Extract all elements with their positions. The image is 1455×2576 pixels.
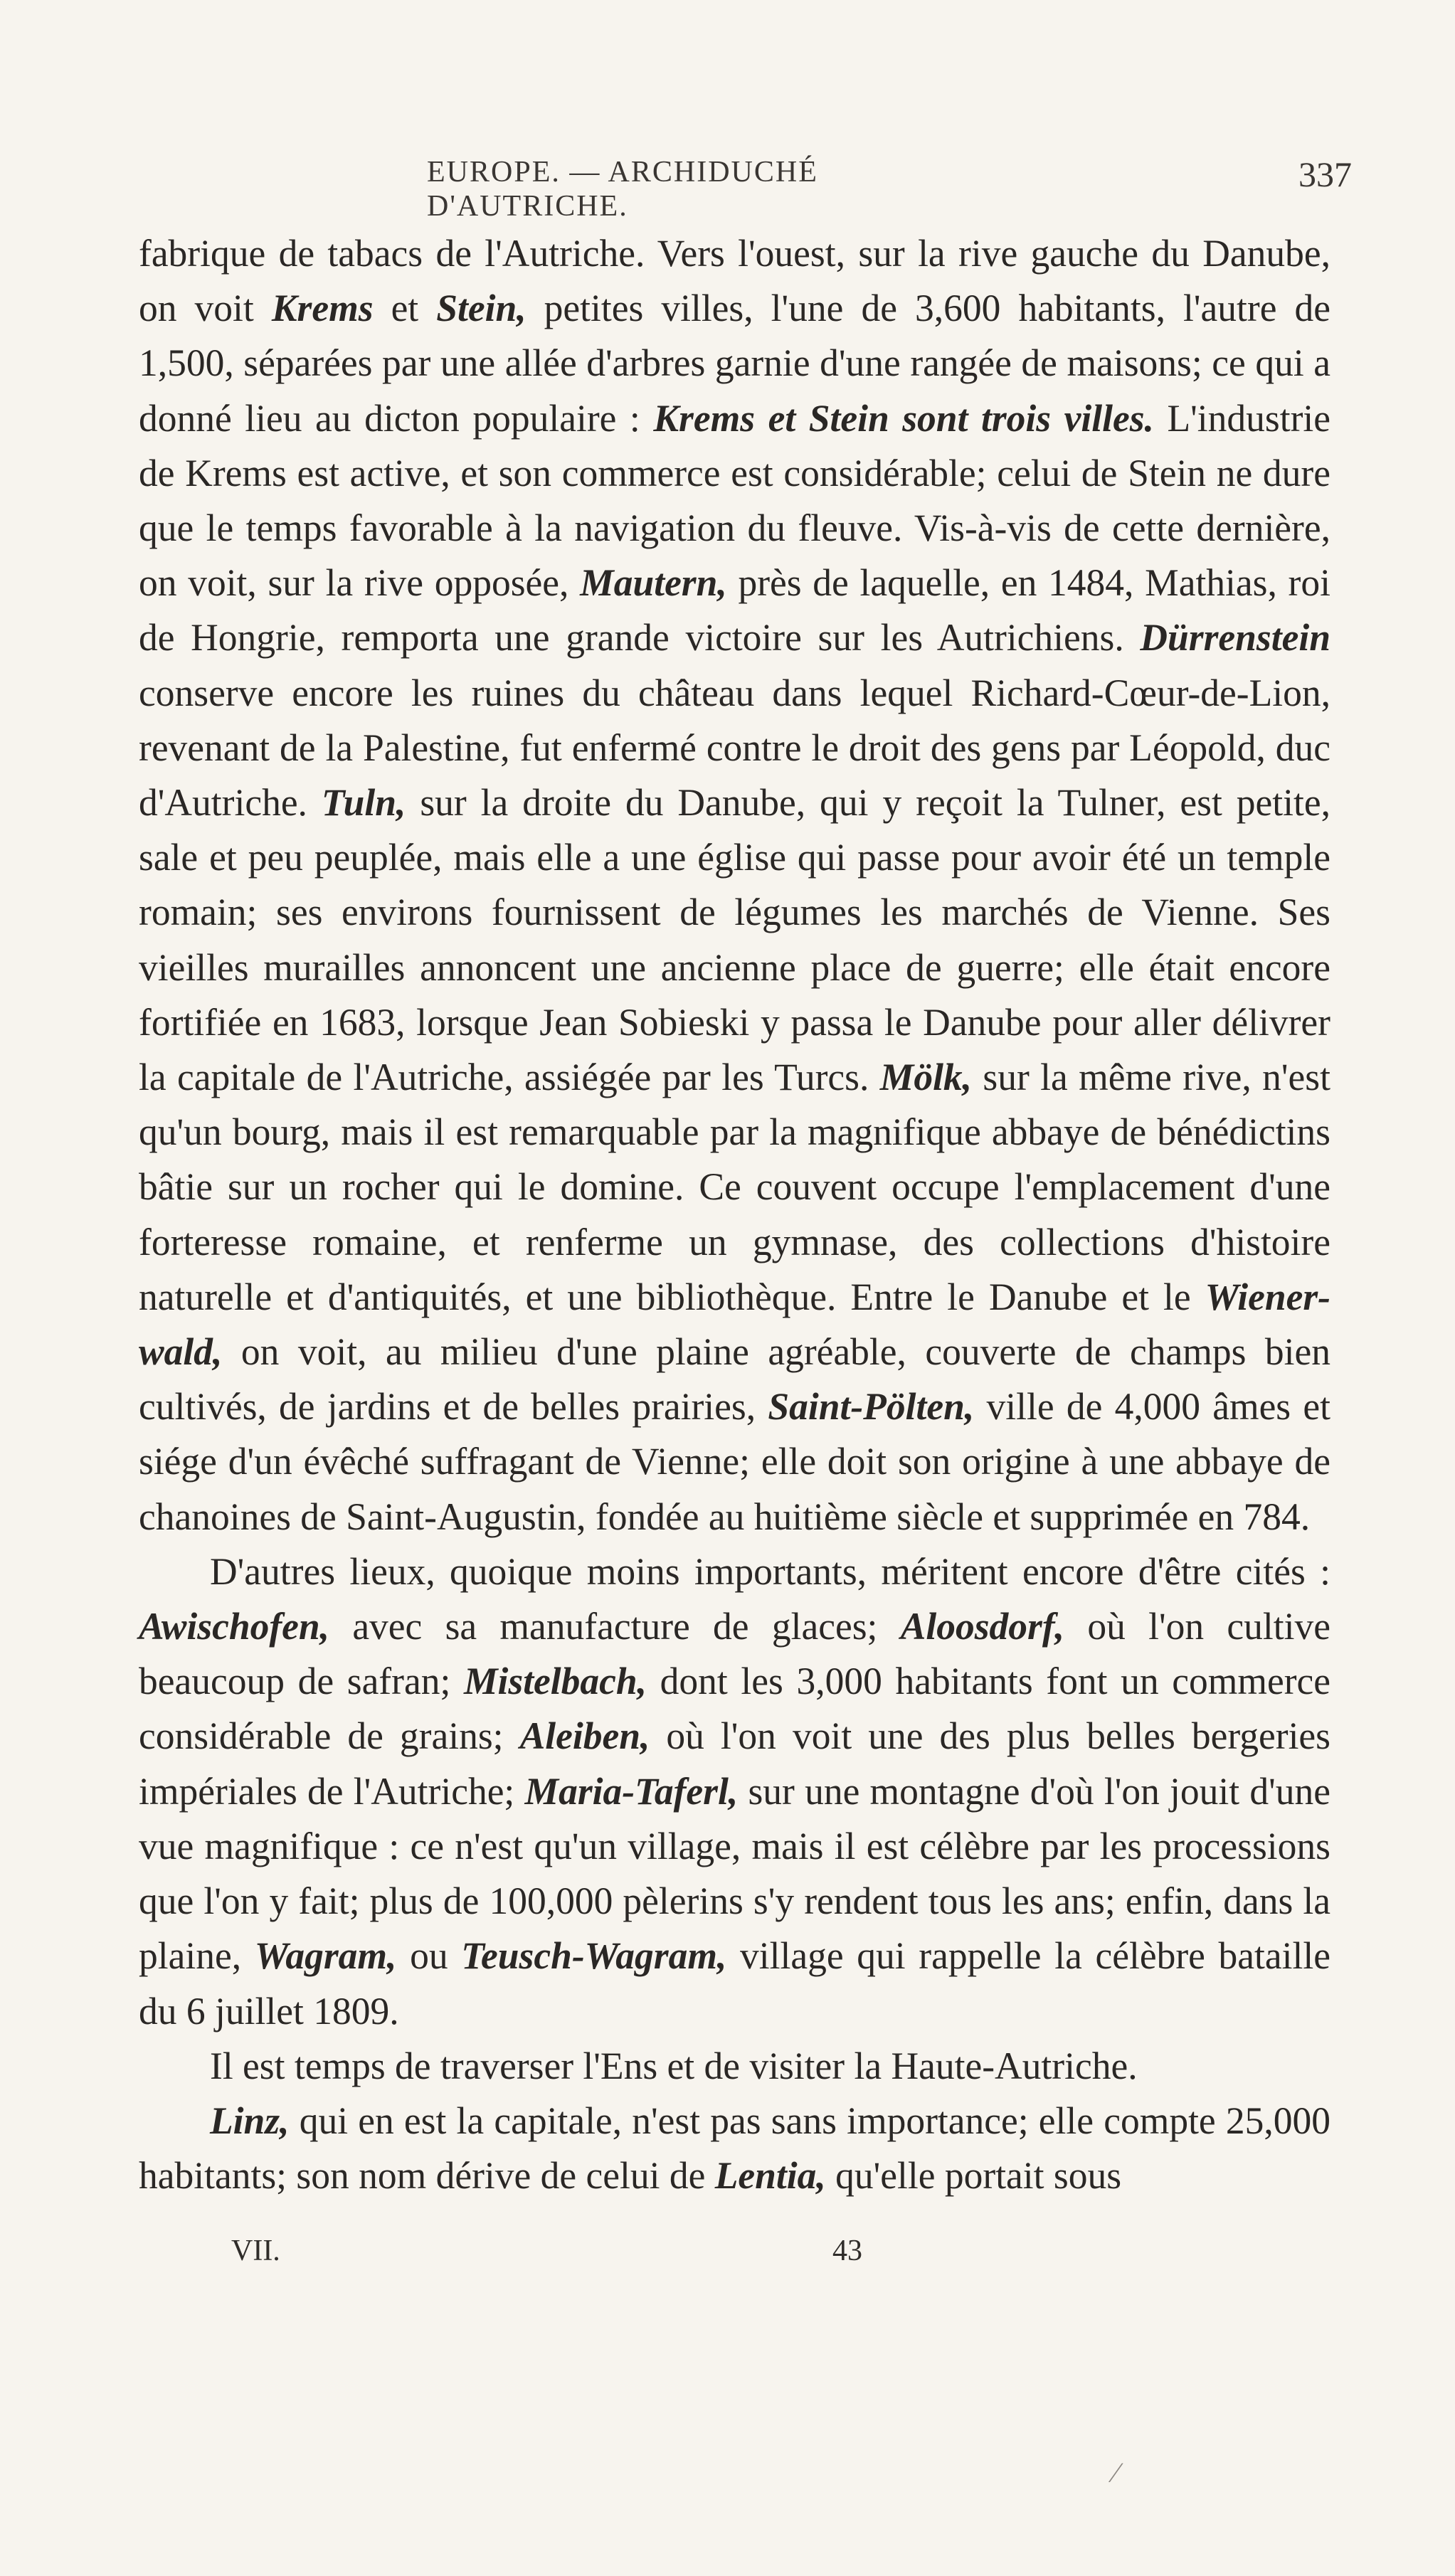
paragraph-autres-lieux: D'autres lieux, quoique moins importants, méritent encore d'être cités : Awischofen, avec sa manufacture de glaces; Aloosdorf, où l'on cultive beaucoup de safran; Mistelbach, dont les 3,000 habitants font un commerce considérable de grains; Aleiben, où l'on voit une des plus belles bergeries impériales de l'Autriche; Maria-Taferl, sur une montagne d'où l'on jouit d'une vue magnifique : ce n'est qu'un village, mais il est célèbre par les processions que l'on y fait; plus de 100,000 pèlerins s'y rendent tous les ans; enfin, dans la plaine, Wagram, ou Teusch-Wagram, village qui rappelle la célèbre bataille du 6 juillet 1809. <box>139 1549 1330 2032</box>
place-name: Aleiben, <box>519 1714 650 1758</box>
volume-number: VII. <box>231 2235 280 2267</box>
signature-mark: 43 <box>832 2235 862 2267</box>
place-name: Maria-Taferl, <box>524 1769 739 1813</box>
stray-mark: ⁄ <box>1113 2456 1118 2488</box>
place-name: Saint-Pölten, <box>768 1385 975 1429</box>
place-name: Mautern, <box>580 561 727 605</box>
place-name: Krems <box>271 287 374 330</box>
place-name: Awischofen, <box>139 1605 330 1648</box>
place-name: Teusch-Wagram, <box>461 1934 727 1978</box>
place-name: Wagram, <box>254 1934 397 1978</box>
place-name: Linz, <box>210 2099 290 2142</box>
place-name: Tuln, <box>321 781 406 825</box>
place-name: Stein, <box>436 287 527 330</box>
paragraph-haute-autriche: Il est temps de traverser l'Ens et de visiter la Haute-Autriche. <box>210 2044 1138 2087</box>
body-text <box>139 226 1330 2203</box>
place-name: Dürrenstein <box>1140 616 1330 659</box>
page-footer <box>0 2234 1455 2276</box>
page-number: 337 <box>1298 154 1352 194</box>
place-name: Lentia, <box>714 2154 826 2198</box>
paragraph-krems: fabrique de tabacs de l'Autriche. Vers l'ouest, sur la rive gauche du Danube, on voit Krems et Stein, petites villes, l'une de 3,600 habitants, l'autre de 1,500, séparées par une allée d'arbres garnie d'une rangée de maisons; ce qui a donné lieu au dicton populaire : Krems et Stein sont trois villes. L'industrie de Krems est active, et son commerce est considérable; celui de Stein ne dure que le temps favorable à la navigation du fleuve. Vis-à-vis de cette dernière, on voit, sur la rive opposée, Mautern, près de laquelle, en 1484, Mathias, roi de Hongrie, remporta une grande victoire sur les Autrichiens. Dürrenstein conserve encore les ruines du château dans lequel Richard-Cœur-de-Lion, revenant de la Palestine, fut enfermé contre le droit des gens par Léopold, duc d'Autriche. Tuln, sur la droite du Danube, qui y reçoit la Tulner, est petite, sale et peu peuplée, mais elle a une église qui passe pour avoir été un temple romain; ses environs fournissent de légumes les marchés de Vienne. Ses vieilles murailles annoncent une ancienne place de guerre; elle était encore fortifiée en 1683, lorsque Jean Sobieski y passa le Danube pour aller délivrer la capitale de l'Autriche, assiégée par les Turcs. Mölk, sur la même rive, n'est qu'un bourg, mais il est remarquable par la magnifique abbaye de bénédictins bâtie sur un rocher qui le domine. Ce couvent occupe l'emplacement d'une forteresse romaine, et renferme un gymnase, des collections d'histoire naturelle et d'antiquités, et une bibliothèque. Entre le Danube et le Wiener-wald, on voit, au milieu d'une plaine agréable, couverte de champs bien cultivés, de jardins et de belles prairies, Saint-Pölten, ville de 4,000 âmes et siége d'un évêché suffragant de Vienne; elle doit son origine à une abbaye de chanoines de Saint-Augustin, fondée au huitième siècle et supprimée en 784. <box>139 232 1331 1538</box>
place-name: Wiener-wald, <box>139 1275 1330 1374</box>
paragraph-linz: Linz, qui en est la capitale, n'est pas sans importance; elle compte 25,000 habitants; son nom dérive de celui de Lentia, qu'elle portait sous <box>139 2099 1330 2198</box>
dicton-quote: Krems et Stein sont trois villes. <box>653 396 1154 440</box>
place-name: Mistelbach, <box>463 1660 647 1703</box>
place-name: Aloosdorf, <box>900 1605 1065 1648</box>
place-name: Mölk, <box>879 1056 973 1099</box>
running-header: EUROPE. — ARCHIDUCHÉ D'AUTRICHE. <box>427 156 818 223</box>
